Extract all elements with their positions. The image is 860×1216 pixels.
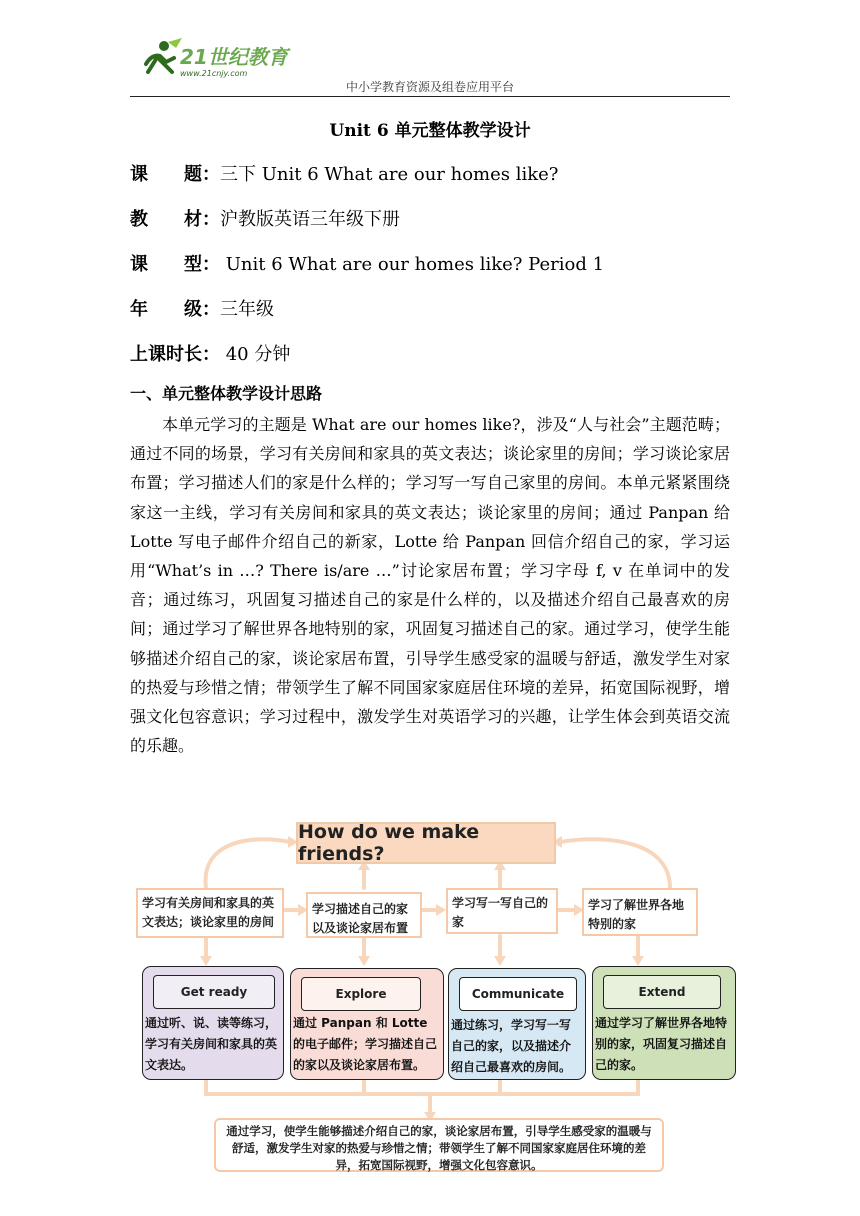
runner-logo-icon (128, 34, 298, 82)
body-paragraph: 本单元学习的主题是 What are our homes like?，涉及“人与社会”主题范畴；通过不同的场景，学习有关房间和家具的英文表达；谈论家里的房间；学习谈论家居布置；学习描述人们的家是什么样的；学习写一写自己家里的房间。本单元紧紧围绕家这一主线，学习有关房间和家具的英文表达；谈论家里的房间；通过 Panpan 给 Lotte 写电子邮件介绍自己的新家，Lotte 给 Panpan 回信介绍自己的家，学习运用“What’s in …? There is/are …”讨论家居布置；学习字母 f, v 在单词中的发音；通过练习，巩固复习描述自己的家是什么样的，以及描述介绍自己最喜欢的房间；通过学习了解世界各地特别的家，巩固复习描述自己的家。通过学习，使学生能够描述介绍自己的家，谈论家居布置，引导学生感受家的温暖与舒适，激发学生对家的热爱与珍惜之情；带领学生了解不同国家家庭居住环境的差异，拓宽国际视野，增强文化包容意识；学习过程中，激发学生对英语学习的兴趣，让学生体会到英语交流的乐趣。 (130, 415, 730, 756)
connector-loop-right (560, 839, 670, 888)
unit-design-diagram (130, 812, 740, 1182)
diagram-topic: How do we make friends? (296, 822, 556, 864)
meta-label: 教 材： (130, 209, 220, 230)
meta-label: 上课时长： (130, 344, 220, 365)
phase-label: Get ready (153, 975, 275, 1009)
meta-label: 课 型： (130, 254, 220, 275)
step-box-describe-home: 学习描述自己的家以及谈论家居布置 (306, 892, 422, 938)
meta-value: Unit 6 What are our homes like? Period 1 (220, 254, 605, 275)
meta-row-duration (130, 340, 290, 366)
phase-label: Explore (301, 977, 421, 1011)
step-box-vocabulary: 学习有关房间和家具的英文表达；谈论家里的房间 (136, 888, 284, 938)
meta-row-grade (130, 295, 274, 321)
step-box-write-home: 学习写一写自己的家 (446, 888, 558, 934)
site-logo[interactable] (128, 34, 298, 82)
meta-label: 年 级： (130, 299, 220, 320)
phase-label: Communicate (459, 977, 577, 1011)
logo-wordmark: 21世纪教育 (180, 45, 288, 69)
phase-description: 通过 Panpan 和 Lotte 的电子邮件；学习描述自己的家以及谈论家居布置。 (293, 1016, 438, 1072)
phase-card-explore (290, 968, 444, 1080)
phase-description: 通过听、说、读等练习，学习有关房间和家具的英文表达。 (145, 1016, 278, 1072)
page-title: Unit 6 单元整体教学设计 (329, 121, 531, 141)
meta-row-lesson-type (130, 250, 604, 276)
header-divider (130, 96, 730, 97)
logo-url: www.21cnjy.com (180, 69, 248, 78)
phase-card-get-ready (142, 966, 284, 1080)
meta-row-topic (130, 160, 558, 186)
meta-value: 40 分钟 (220, 344, 291, 365)
diagram-summary: 通过学习，使学生能够描述介绍自己的家，谈论家居布置，引导学生感受家的温暖与舒适，激发学生对家的热爱与珍惜之情；带领学生了解不同国家家庭居住环境的差异，拓宽国际视野，增强文化包容意识。 (214, 1118, 664, 1172)
meta-value: 三年级 (220, 299, 274, 320)
meta-value: 沪教版英语三年级下册 (220, 209, 400, 230)
phase-card-extend (592, 966, 736, 1080)
phase-label: Extend (603, 975, 721, 1009)
meta-row-textbook (130, 205, 400, 231)
meta-label: 课 题： (130, 164, 220, 185)
phase-card-communicate (448, 968, 586, 1080)
phase-description: 通过学习了解世界各地特别的家，巩固复习描述自己的家。 (595, 1016, 728, 1072)
step-box-world-homes: 学习了解世界各地特别的家 (582, 888, 698, 936)
meta-value: 三下 Unit 6 What are our homes like? (220, 164, 559, 185)
phase-description: 通过练习，学习写一写自己的家，以及描述介绍自己最喜欢的房间。 (451, 1018, 572, 1074)
header-subtitle: 中小学教育资源及组卷应用平台 (345, 80, 514, 94)
connector-loop-left (206, 839, 290, 888)
section-heading: 一、单元整体教学设计思路 (130, 384, 323, 403)
